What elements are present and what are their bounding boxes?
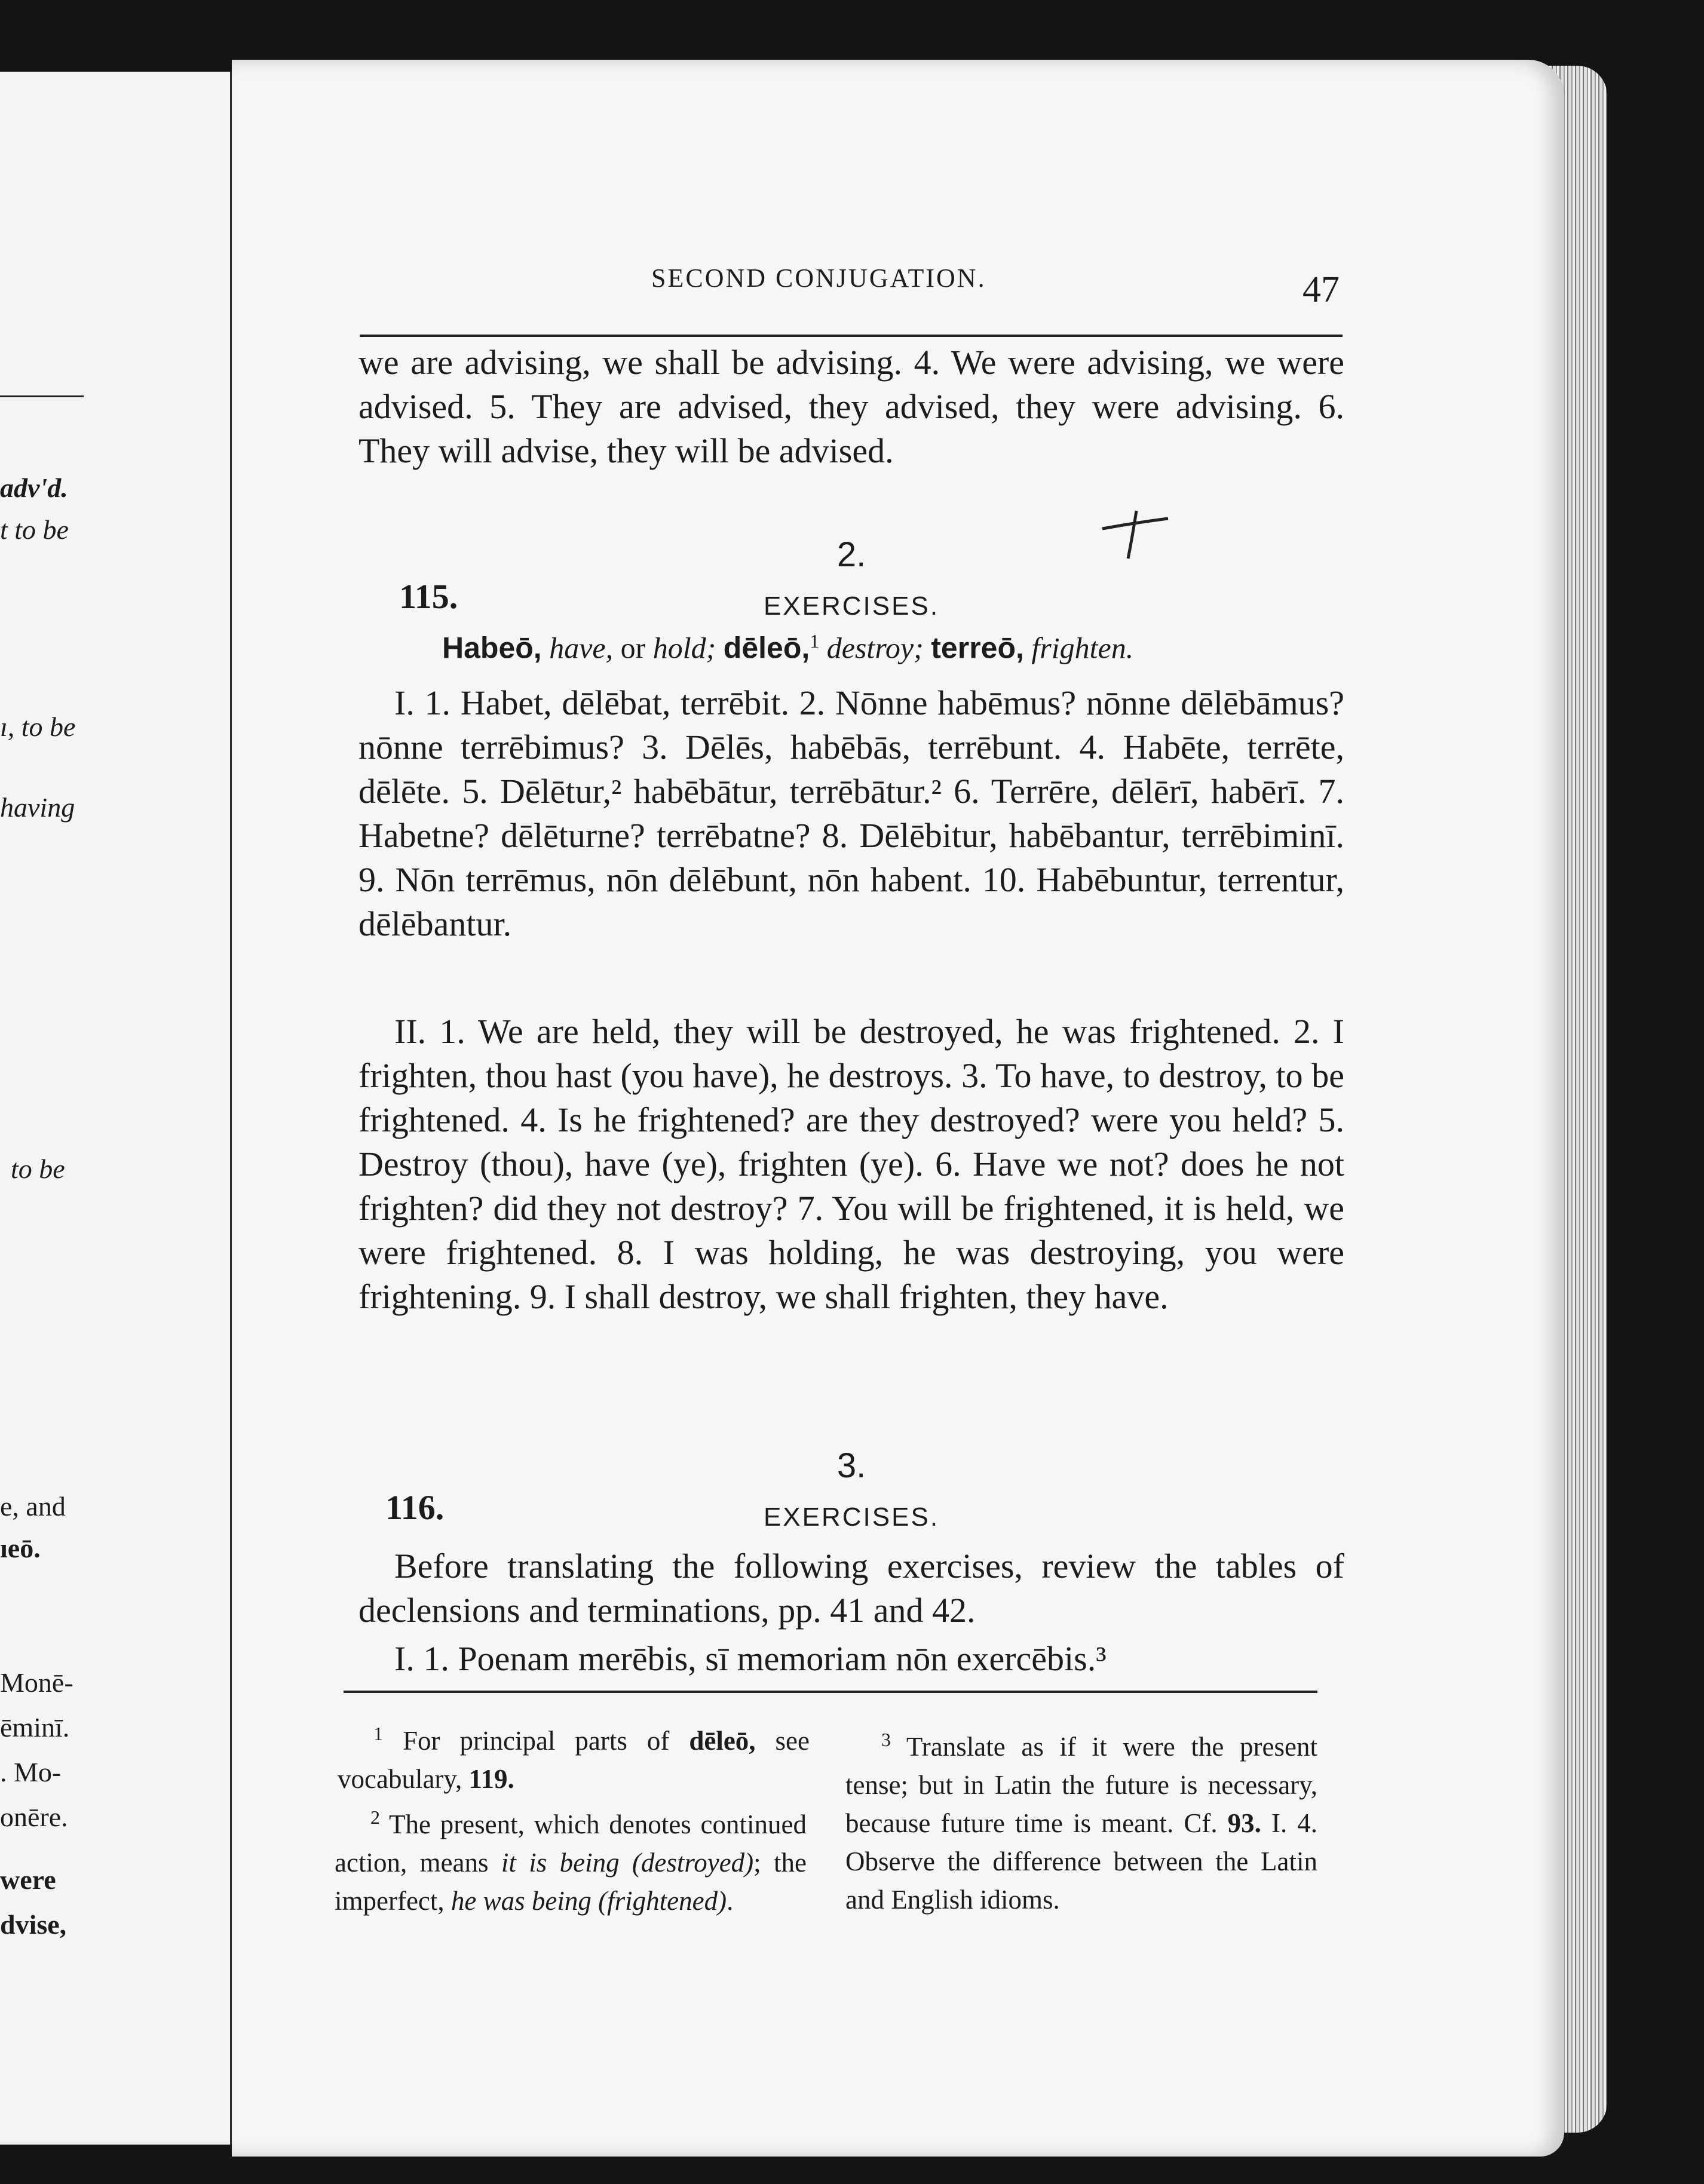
left-fragment: dvise, (0, 1909, 67, 1940)
left-fragment: Monē- (0, 1667, 73, 1698)
footnote-bold: 93. (1227, 1808, 1261, 1838)
left-fragment: e, and (0, 1491, 66, 1522)
exercise-3-part-1: I. 1. Poenam merēbis, sī memoriam nōn exercēbis.³ (394, 1639, 1107, 1678)
footnote-italic: he was being (frightened) (450, 1886, 727, 1916)
section-2-number: 2. (836, 535, 866, 574)
footnote-text: ; the imperfect, (335, 1848, 807, 1916)
left-fragment: ıeō. (0, 1533, 41, 1563)
left-fragment: ēminī. (0, 1712, 70, 1743)
left-fragment: were (0, 1864, 56, 1895)
vocab-latin: Habeō, (442, 631, 542, 665)
left-page-rule (0, 395, 84, 397)
footnote-index: 3 (881, 1729, 891, 1750)
footnote-text: . (727, 1886, 734, 1916)
footnote-text: Translate as if it were the present tense; but in Latin the future is necessary, because future time is meant. Cf. (845, 1732, 1317, 1838)
footnote-text: I. 4. Observe the difference between the Latin and English idioms. (845, 1808, 1317, 1915)
footnote-bold: dēleō, (689, 1726, 756, 1756)
section-115-number: 115. (399, 577, 458, 616)
footnote-text: For principal parts of (402, 1726, 670, 1756)
footnote-index: 2 (370, 1806, 380, 1828)
footnote-1 (338, 1714, 810, 1798)
exercise-2-part-1: I. 1. Habet, dēlēbat, terrēbit. 2. Nōnne habēmus? nōnne dēlēbāmus? nōnne terrēbimus? 3. Dēlēs, habēbās, terrēbunt. 4. Habēte, terrēte, dēlēte. 5. Dēlētur,² habēbātur, terrēbātur.² 6. Terrēre, dēlērī, habērī. 7. Habetne? dēlēturne? terrēbatne? 8. Dēlēbitur, habēbantur, terrēbiminī. 9. Nōn terrēmus, nōn dēlēbunt, nōn habent. 10. Habēbuntur, terrentur, dēlēbantur. (358, 683, 1344, 943)
footnote-rule (344, 1691, 1317, 1693)
section-3-number: 3. (836, 1446, 866, 1485)
footnote-bold: 119. (468, 1764, 514, 1794)
vocab-english: frighten. (1031, 631, 1134, 665)
left-fragment: t to be (0, 514, 69, 545)
running-header: SECOND CONJUGATION. (651, 263, 986, 293)
vocab-english: have, (549, 631, 614, 665)
footnote-italic: it is being (destroyed) (501, 1848, 754, 1878)
left-fragment: ı, to be (0, 711, 76, 742)
section-2-title: EXERCISES. (763, 591, 940, 621)
vocab-latin: dēleō, (723, 631, 810, 665)
footnote-3 (845, 1720, 1317, 1919)
footnote-text: The present, which denotes continued action, means (335, 1809, 807, 1878)
vocabulary-line (442, 630, 1133, 665)
vocab-english: destroy; (826, 631, 924, 665)
section-116-number: 116. (385, 1488, 445, 1527)
footnote-ref: 1 (810, 630, 820, 652)
footnote-text: see vocabulary, (338, 1726, 810, 1794)
exercise-3-intro: Before translating the following exercises, review the tables of declensions and terminations, pp. 41 and 42. (358, 1547, 1344, 1630)
footnote-2 (335, 1798, 807, 1920)
left-fragment: onēre. (0, 1802, 68, 1832)
left-page (0, 72, 234, 2145)
vocab-latin: terreō, (931, 631, 1024, 665)
page-number: 47 (1302, 269, 1340, 310)
left-fragment: to be (11, 1154, 65, 1184)
continuation-text: we are advising, we shall be advising. 4. We were advising, we were advised. 5. They are advised, they advised, they were advising. 6. They will advise, they will be advised. (358, 343, 1344, 470)
vocab-connector: or (620, 631, 646, 665)
header-rule (360, 335, 1343, 337)
exercise-2-part-2: II. 1. We are held, they will be destroyed, he was frightened. 2. I frighten, thou hast (you have), he destroys. 3. To have, to destroy, to be frightened. 4. Is he frightened? are they destroyed? were you held? 5. Destroy (thou), have (ye), frighten (ye). 6. Have we not? does he not frighten? did they not destroy? 7. You will be frightened, it is held, we were frightened. 8. I was holding, he was destroying, you were frightening. 9. I shall destroy, we shall frighten, they have. (358, 1012, 1344, 1316)
section-3-title: EXERCISES. (763, 1502, 940, 1532)
left-fragment: . Mo- (0, 1757, 62, 1787)
footnote-index: 1 (373, 1723, 383, 1744)
vocab-english: hold; (652, 631, 716, 665)
left-fragment: having (0, 792, 75, 823)
left-fragment: adv'd. (0, 473, 68, 503)
